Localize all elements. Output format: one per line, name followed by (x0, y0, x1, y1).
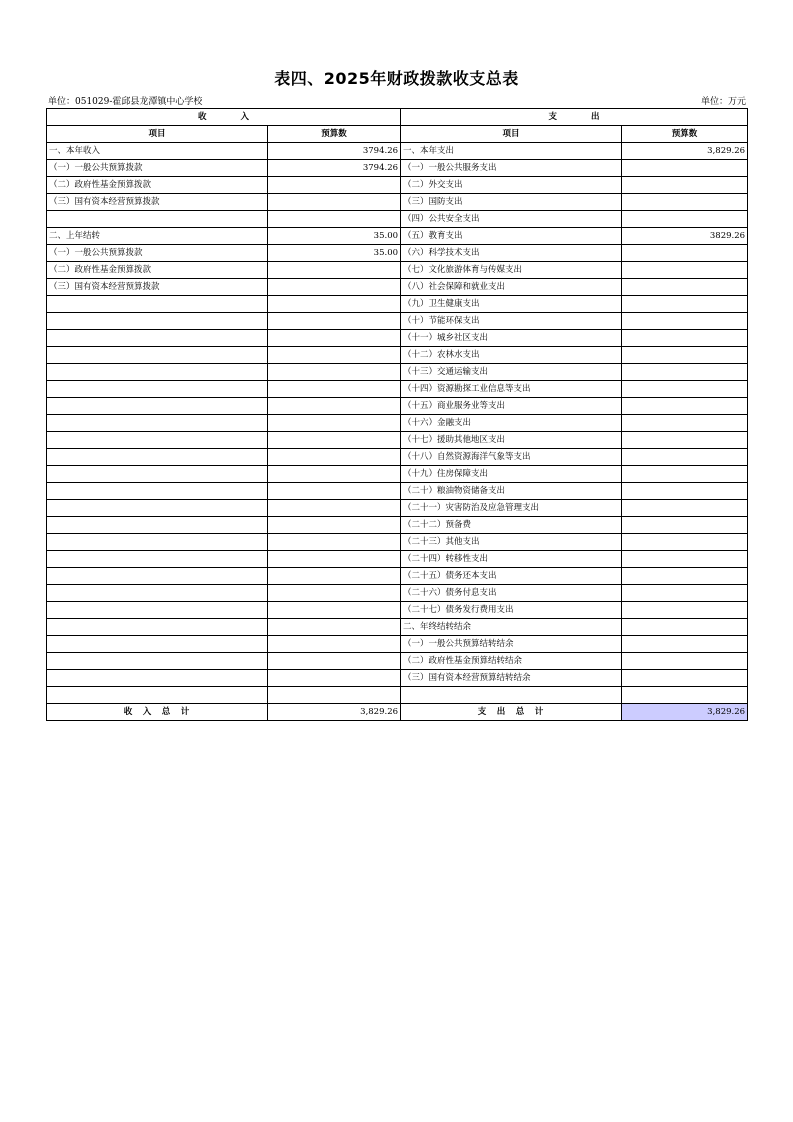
expense-value-cell (622, 500, 748, 517)
income-value-cell (268, 466, 401, 483)
expense-item-cell: （二十七）债务发行费用支出 (401, 602, 622, 619)
expense-item-cell: （二十）粮油物资储备支出 (401, 483, 622, 500)
column-header-row (47, 126, 748, 143)
table-row (47, 313, 748, 330)
income-item-cell: 一、本年收入 (47, 143, 268, 160)
expense-value-cell (622, 245, 748, 262)
expense-value-cell (622, 517, 748, 534)
expense-item-cell: （十七）援助其他地区支出 (401, 432, 622, 449)
income-value-cell (268, 398, 401, 415)
income-value-cell (268, 194, 401, 211)
table-row (47, 160, 748, 177)
expense-value-cell (622, 415, 748, 432)
expense-item-cell: （一）一般公共服务支出 (401, 160, 622, 177)
income-value-cell (268, 381, 401, 398)
income-value-cell (268, 262, 401, 279)
table-row (47, 194, 748, 211)
income-item-cell: （三）国有资本经营预算拨款 (47, 279, 268, 296)
income-item-cell (47, 602, 268, 619)
income-value-cell (268, 670, 401, 687)
table-row (47, 228, 748, 245)
table-row (47, 330, 748, 347)
income-total-value: 3,829.26 (268, 704, 401, 721)
table-row (47, 602, 748, 619)
expense-item-cell: （二十三）其他支出 (401, 534, 622, 551)
income-item-cell: （二）政府性基金预算拨款 (47, 262, 268, 279)
expense-value-cell (622, 602, 748, 619)
income-item-cell: （一）一般公共预算拨款 (47, 245, 268, 262)
income-item-cell (47, 466, 268, 483)
expense-item-cell: （二十一）灾害防治及应急管理支出 (401, 500, 622, 517)
table-row (47, 449, 748, 466)
income-value-cell (268, 517, 401, 534)
table-row (47, 347, 748, 364)
income-value-cell (268, 415, 401, 432)
expense-item-cell: （三）国有资本经营预算结转结余 (401, 670, 622, 687)
expense-value-cell (622, 432, 748, 449)
table-row (47, 670, 748, 687)
income-value-cell (268, 483, 401, 500)
table-row (47, 653, 748, 670)
income-item-cell (47, 670, 268, 687)
income-value-cell (268, 602, 401, 619)
table-row (47, 398, 748, 415)
income-item-cell (47, 551, 268, 568)
income-item-cell (47, 636, 268, 653)
income-item-cell (47, 381, 268, 398)
budget-summary-table (46, 108, 748, 721)
income-value-cell (268, 551, 401, 568)
income-value-cell (268, 568, 401, 585)
income-value-cell (268, 653, 401, 670)
income-value-cell: 35.00 (268, 228, 401, 245)
income-item-header: 项目 (47, 126, 268, 143)
income-item-cell (47, 534, 268, 551)
table-row (47, 143, 748, 160)
table-row (47, 415, 748, 432)
unit-org-label: 单位：051029-霍邱县龙潭镇中心学校 (48, 97, 203, 107)
table-row (47, 296, 748, 313)
income-total-label: 收 入 总 计 (47, 704, 268, 721)
expense-value-cell (622, 619, 748, 636)
table-row (47, 262, 748, 279)
expense-item-header: 项目 (401, 126, 622, 143)
income-item-cell (47, 517, 268, 534)
expense-item-cell (401, 687, 622, 704)
table-row (47, 245, 748, 262)
expense-item-cell: （十五）商业服务业等支出 (401, 398, 622, 415)
expense-item-cell: （二十五）债务还本支出 (401, 568, 622, 585)
table-row (47, 177, 748, 194)
expense-value-cell (622, 551, 748, 568)
income-budget-header: 预算数 (268, 126, 401, 143)
expense-budget-header: 预算数 (622, 126, 748, 143)
expense-value-cell (622, 364, 748, 381)
income-item-cell (47, 585, 268, 602)
income-value-cell (268, 449, 401, 466)
expense-value-cell (622, 636, 748, 653)
income-value-cell: 35.00 (268, 245, 401, 262)
expense-value-cell (622, 211, 748, 228)
income-item-cell (47, 415, 268, 432)
income-item-cell (47, 500, 268, 517)
expense-item-cell: （二十六）债务付息支出 (401, 585, 622, 602)
income-value-cell (268, 636, 401, 653)
table-row (47, 619, 748, 636)
expense-value-cell (622, 398, 748, 415)
expense-value-cell (622, 296, 748, 313)
income-value-cell (268, 211, 401, 228)
expense-item-cell: 二、年终结转结余 (401, 619, 622, 636)
income-value-cell (268, 313, 401, 330)
expense-section-header: 支 出 (401, 109, 748, 126)
expense-item-cell: （二）政府性基金预算结转结余 (401, 653, 622, 670)
income-item-cell (47, 347, 268, 364)
income-item-cell (47, 330, 268, 347)
income-value-cell: 3794.26 (268, 143, 401, 160)
expense-value-cell (622, 585, 748, 602)
expense-value-cell (622, 653, 748, 670)
income-value-cell (268, 500, 401, 517)
table-row (47, 551, 748, 568)
expense-item-cell: （十一）城乡社区支出 (401, 330, 622, 347)
expense-value-cell (622, 381, 748, 398)
expense-value-cell (622, 279, 748, 296)
income-item-cell (47, 296, 268, 313)
expense-item-cell: （五）教育支出 (401, 228, 622, 245)
income-item-cell (47, 364, 268, 381)
income-item-cell (47, 653, 268, 670)
expense-item-cell: 一、本年支出 (401, 143, 622, 160)
table-row (47, 517, 748, 534)
income-item-cell (47, 568, 268, 585)
table-row (47, 500, 748, 517)
expense-item-cell: （十六）金融支出 (401, 415, 622, 432)
income-value-cell (268, 279, 401, 296)
table-row (47, 211, 748, 228)
income-item-cell: 二、上年结转 (47, 228, 268, 245)
table-row (47, 585, 748, 602)
expense-value-cell: 3,829.26 (622, 143, 748, 160)
table-row (47, 381, 748, 398)
income-item-cell: （二）政府性基金预算拨款 (47, 177, 268, 194)
table-row (47, 568, 748, 585)
expense-value-cell (622, 194, 748, 211)
table-row (47, 364, 748, 381)
expense-value-cell (622, 177, 748, 194)
income-item-cell (47, 398, 268, 415)
expense-value-cell (622, 687, 748, 704)
expense-item-cell: （二）外交支出 (401, 177, 622, 194)
expense-value-cell (622, 670, 748, 687)
expense-value-cell (622, 534, 748, 551)
table-row (47, 636, 748, 653)
expense-item-cell: （二十二）预备费 (401, 517, 622, 534)
income-item-cell (47, 687, 268, 704)
income-item-cell (47, 619, 268, 636)
expense-item-cell: （十二）农林水支出 (401, 347, 622, 364)
expense-item-cell: （十八）自然资源海洋气象等支出 (401, 449, 622, 466)
income-section-header: 收 入 (47, 109, 401, 126)
table-row (47, 687, 748, 704)
income-value-cell (268, 364, 401, 381)
expense-item-cell: （十）节能环保支出 (401, 313, 622, 330)
income-item-cell (47, 483, 268, 500)
income-value-cell (268, 687, 401, 704)
expense-value-cell (622, 330, 748, 347)
expense-value-cell (622, 347, 748, 364)
expense-total-label: 支 出 总 计 (401, 704, 622, 721)
income-value-cell (268, 347, 401, 364)
income-item-cell: （一）一般公共预算拨款 (47, 160, 268, 177)
expense-item-cell: （十九）住房保障支出 (401, 466, 622, 483)
totals-row (47, 704, 748, 721)
expense-item-cell: （十四）资源勘探工业信息等支出 (401, 381, 622, 398)
table-row (47, 483, 748, 500)
income-item-cell (47, 432, 268, 449)
expense-value-cell: 3829.26 (622, 228, 748, 245)
expense-item-cell: （一）一般公共预算结转结余 (401, 636, 622, 653)
expense-total-value: 3,829.26 (622, 704, 748, 721)
expense-item-cell: （七）文化旅游体育与传媒支出 (401, 262, 622, 279)
expense-value-cell (622, 160, 748, 177)
income-value-cell (268, 585, 401, 602)
income-item-cell (47, 313, 268, 330)
table-row (47, 466, 748, 483)
expense-value-cell (622, 483, 748, 500)
income-value-cell (268, 296, 401, 313)
table-row (47, 279, 748, 296)
expense-item-cell: （六）科学技术支出 (401, 245, 622, 262)
expense-value-cell (622, 466, 748, 483)
expense-item-cell: （四）公共安全支出 (401, 211, 622, 228)
income-value-cell (268, 177, 401, 194)
expense-item-cell: （八）社会保障和就业支出 (401, 279, 622, 296)
income-item-cell (47, 211, 268, 228)
income-value-cell (268, 432, 401, 449)
expense-value-cell (622, 262, 748, 279)
expense-value-cell (622, 313, 748, 330)
income-value-cell (268, 534, 401, 551)
expense-item-cell: （三）国防支出 (401, 194, 622, 211)
income-value-cell (268, 619, 401, 636)
expense-item-cell: （十三）交通运输支出 (401, 364, 622, 381)
income-item-cell: （三）国有资本经营预算拨款 (47, 194, 268, 211)
income-item-cell (47, 449, 268, 466)
table-row (47, 432, 748, 449)
table-row (47, 534, 748, 551)
expense-item-cell: （九）卫生健康支出 (401, 296, 622, 313)
expense-value-cell (622, 449, 748, 466)
unit-currency-label: 单位：万元 (700, 97, 746, 107)
report-title: 表四、2025年财政拨款收支总表 (274, 69, 519, 88)
expense-value-cell (622, 568, 748, 585)
income-value-cell: 3794.26 (268, 160, 401, 177)
expense-item-cell: （二十四）转移性支出 (401, 551, 622, 568)
section-header-row (47, 109, 748, 126)
income-value-cell (268, 330, 401, 347)
